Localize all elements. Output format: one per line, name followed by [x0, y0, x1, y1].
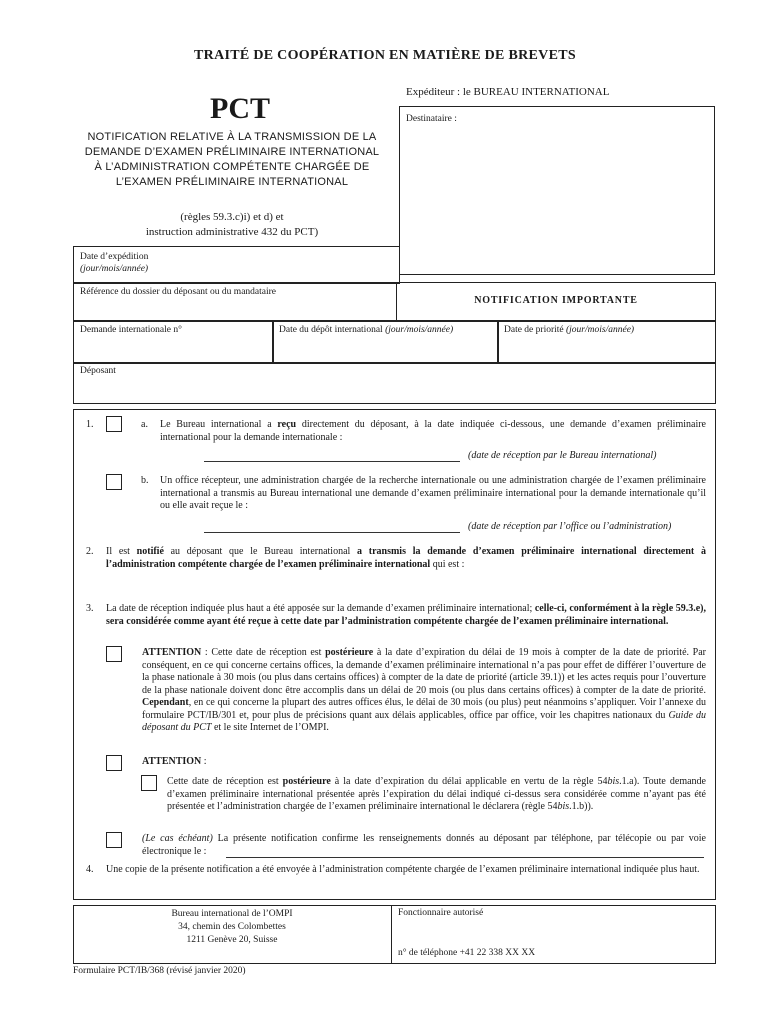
office-line-1: Bureau international de l’OMPI [171, 909, 293, 919]
phone-number: n° de téléphone +41 22 338 XX XX [398, 948, 536, 958]
attention-1-b2: Cependant [142, 697, 189, 708]
form-id: Formulaire PCT/IB/368 (révisé janvier 2020) [73, 966, 246, 976]
item-1b-caption: (date de réception par l’office ou l’administration) [468, 521, 672, 532]
dispatch-date-label: Date d’expédition [80, 252, 149, 262]
attention-2-t3: .1.a). Toute demande d’examen préliminaire international présentée après l’expiration du délai indiqué ci-dessus sera considérée comme n’ayant pas été présentée et l’administration chargée de l’examen préliminaire international le déclarera (règle 54 [167, 776, 706, 812]
attention-1-text [142, 647, 706, 735]
authorized-officer-label: Fonctionnaire autorisé [398, 908, 484, 918]
priority-date-text: Date de priorité [504, 325, 564, 335]
attention-2-label: ATTENTION [142, 756, 202, 767]
item-3-bold: celle-ci, conformément à la règle 59.3.e), sera considérée comme ayant été reçue à cette date par l’administration compétente chargée de l’examen préliminaire international. [106, 603, 706, 627]
item-1a-date-line[interactable] [204, 461, 460, 462]
item-3-text [106, 603, 706, 628]
attention-1-checkbox[interactable] [106, 646, 122, 662]
dispatch-date-hint: (jour/mois/année) [80, 264, 149, 274]
item-1b-text: Un office récepteur, une administration chargée de la recherche internationale ou une administration chargée de l’examen préliminaire international a transmis au Bureau international une demande d’examen préliminaire international pour la demande internationale qu’il ou elle avait reçue le : [160, 475, 706, 511]
file-reference-label: Référence du dossier du déposant ou du mandataire [80, 287, 277, 297]
office-line-3: 1211 Genève 20, Suisse [186, 935, 278, 945]
applicant-label: Déposant [80, 366, 116, 376]
item-4-number: 4. [86, 864, 94, 875]
attention-1-label: ATTENTION [142, 647, 202, 658]
item-4-text: Une copie de la présente notification a été envoyée à l’administration compétente chargée de l’examen préliminaire international indiquée plus haut. [106, 864, 700, 875]
attention-2-t1: Cette date de réception est [167, 776, 283, 787]
item-2-post: qui est : [430, 558, 465, 570]
attention-1-t1: : Cette date de réception est [201, 647, 326, 658]
file-reference-field[interactable] [73, 282, 716, 322]
phone-confirmation-checkbox[interactable] [106, 832, 122, 848]
notification-title: NOTIFICATION RELATIVE À LA TRANSMISSION DE LA DEMANDE D’EXAMEN PRÉLIMINAIRE INTERNATIONAL À L’ADMINISTRATION COMPÉTENTE CHARGÉE DE L’EXAMEN PRÉLIMINAIRE INTERNATIONAL [84, 131, 380, 188]
attention-1-t2: à la date d’expiration du délai de 19 mois à compter de la date de priorité. Par conséquent, en ce qui concerne certains offices, la demande d’examen préliminaire international n’a pas pour effet de différer l’ouverture de la phase nationale à 30 mois (ou plus dans certains offices) à compter de la date de priorité (article 39.1)) et les actes requis pour l’ouverture de la phase nationale doivent donc être accomplis dans un délai de 20 mois (ou plus dans certains offices) à compter de la date de priorité. [142, 647, 706, 696]
recipient-box[interactable] [399, 106, 715, 275]
intl-filing-date-hint: (jour/mois/année) [385, 325, 454, 335]
item-2-mid: au déposant que le Bureau international [163, 546, 358, 557]
intl-application-field[interactable] [73, 320, 274, 364]
item-3-pre: La date de réception indiquée plus haut a été apposée sur la demande d’examen préliminaire international; [106, 603, 535, 614]
attention-2-t2: à la date d’expiration du délai applicable en vertu de la règle 54 [330, 776, 608, 787]
attention-2-colon: : [201, 756, 207, 767]
attention-2-sub-checkbox[interactable] [141, 775, 157, 791]
attention-1-t4: et le site Internet de l’OMPI. [211, 722, 329, 733]
treaty-title: TRAITÉ DE COOPÉRATION EN MATIÈRE DE BREVETS [194, 48, 576, 63]
item-1b-checkbox[interactable] [106, 474, 122, 490]
applicant-field[interactable] [73, 362, 716, 404]
item-2-number: 2. [86, 546, 94, 557]
important-notice: NOTIFICATION IMPORTANTE [474, 295, 638, 306]
rules-line-2: instruction administrative 432 du PCT) [145, 226, 319, 238]
attention-2-checkbox[interactable] [106, 755, 122, 771]
item-1b-letter: b. [141, 475, 149, 486]
item-1b-date-line[interactable] [204, 532, 460, 533]
item-1a-checkbox[interactable] [106, 416, 122, 432]
case-text: La présente notification confirme les renseignements donnés au déposant par téléphone, par télécopie ou par voie électronique le : [142, 833, 706, 857]
attention-2-bis-1: bis [607, 776, 620, 787]
item-1a-post: directement du déposant, à la date indiquée ci-dessous, une demande d’examen préliminaire international pour la demande internationale : [160, 419, 706, 443]
footer-divider [391, 906, 392, 963]
office-line-2: 34, chemin des Colombettes [178, 922, 286, 932]
intl-application-label: Demande internationale n° [80, 325, 182, 335]
intl-filing-date-field[interactable] [272, 320, 499, 364]
attention-2-heading [142, 756, 207, 769]
attention-1-guide: Guide du déposant du PCT [142, 709, 706, 733]
attention-2-t4: .1.b)). [569, 801, 594, 812]
attention-2-b1: postérieure [282, 776, 331, 787]
recipient-label: Destinataire : [406, 114, 457, 124]
item-1a-bold: reçu [277, 419, 297, 430]
intl-filing-date-label [279, 325, 453, 335]
item-2-pre: Il est [106, 546, 137, 557]
item-2-bold-2: a transmis la demande d’examen préliminaire international directement à l’administration compétente chargée de l’examen préliminaire international [106, 546, 706, 570]
sender-line: Expéditeur : le BUREAU INTERNATIONAL [406, 86, 610, 98]
intl-filing-date-text: Date du dépôt international [279, 325, 383, 335]
case-italic: (Le cas échéant) [142, 833, 213, 844]
item-2-bold-1: notifié [136, 546, 164, 557]
item-1a-pre: Le Bureau international a [160, 419, 278, 430]
attention-2-bis-2: bis [557, 801, 570, 812]
attention-1-t3: , en ce qui concerne la plupart des autres offices élus, le délai de 30 mois (ou plus) peut néanmoins s’appliquer. Voir l’annexe du formulaire PCT/IB/301 et, pour plus de précisions quant aux délais applicables, office par office, voir les chapitres nationaux du [142, 697, 706, 721]
rules-line-1: (règles 59.3.c)i) et d) et [180, 211, 284, 223]
item-1a-caption: (date de réception par le Bureau international) [468, 450, 657, 461]
item-1a-text [160, 419, 706, 444]
priority-date-label [504, 325, 634, 335]
attention-1-b1: postérieure [325, 647, 374, 658]
item-1-number: 1. [86, 419, 94, 430]
priority-date-hint: (jour/mois/année) [566, 325, 635, 335]
dispatch-date-field[interactable] [73, 246, 400, 284]
phone-confirmation-date-line[interactable] [226, 857, 704, 858]
priority-date-field[interactable] [497, 320, 716, 364]
item-1a-letter: a. [141, 419, 148, 430]
attention-2-text [167, 776, 706, 814]
item-2-text [106, 546, 706, 571]
phone-confirmation-text [142, 833, 706, 858]
pct-heading: PCT [210, 92, 270, 125]
item-3-number: 3. [86, 603, 94, 614]
